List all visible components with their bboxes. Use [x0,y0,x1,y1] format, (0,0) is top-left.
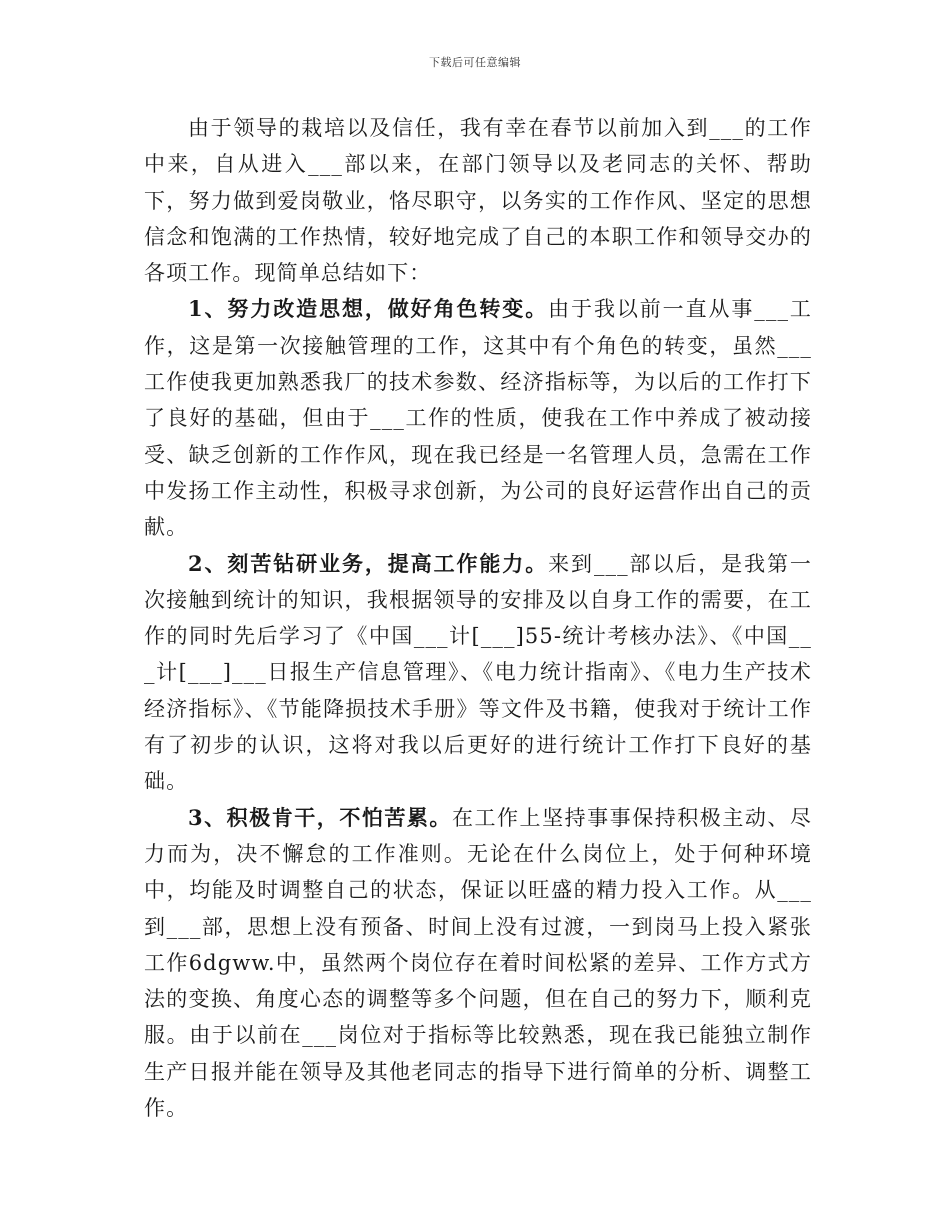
paragraph-item-2 [144,546,812,800]
page-header: 下载后可任意编辑 [429,56,521,69]
paragraph-text: 在工作上坚持事事保持积极主动、尽力而为，决不懈怠的工作准则。无论在什么岗位上，处于何种环境中，均能及时调整自己的状态，保证以旺盛的精力投入工作。从___到___部，思想上没有预备、时间上没有过渡，一到岗马上投入紧张工作6dgww.中，虽然两个岗位存在着时间松紧的差异、工作方式方法的变换、角度心态的调整等多个问题，但在自己的努力下，顺利克服。由于以前在___岗位对于指标等比较熟悉，现在我已能独立制作生产日报并能在领导及其他老同志的指导下进行简单的分析、调整工作。 [144,805,812,1121]
paragraph-heading: 1、努力改造思想，做好角色转变。 [188,296,549,322]
paragraph-heading: 2、刻苦钻研业务，提高工作能力。 [188,550,549,576]
paragraph-text: 由于领导的栽培以及信任，我有幸在春节以前加入到___的工作中来，自从进入___部以来，在部门领导以及老同志的关怀、帮助下，努力做到爱岗敬业，恪尽职守，以务实的工作作风、坚定的思想信念和饱满的工作热情，较好地完成了自己的本职工作和领导交办的各项工作。现简单总结如下： [144,116,812,286]
paragraph-text: 来到___部以后，是我第一次接触到统计的知识，我根据领导的安排及以自身工作的需要，在工作的同时先后学习了《中国___计[___]55-统计考核办法》、《中国___计[___]___日报生产信息管理》、《电力统计指南》、《电力生产技术经济指标》、《节能降损技术手册》等文件及书籍，使我对于统计工作有了初步的认识，这将对我以后更好的进行统计工作打下良好的基础。 [144,551,812,794]
paragraph-intro [144,110,812,291]
paragraph-item-1 [144,291,812,545]
paragraph-heading: 3、积极肯干，不怕苦累。 [188,804,452,830]
document-body [144,110,812,1126]
paragraph-item-3 [144,800,812,1127]
paragraph-text: 由于我以前一直从事___工作，这是第一次接触管理的工作，这其中有个角色的转变，虽然___工作使我更加熟悉我厂的技术参数、经济指标等，为以后的工作打下了良好的基础，但由于___工作的性质，使我在工作中养成了被动接受、缺乏创新的工作作风，现在我已经是一名管理人员，急需在工作中发扬工作主动性，积极寻求创新，为公司的良好运营作出自己的贡献。 [144,297,812,540]
